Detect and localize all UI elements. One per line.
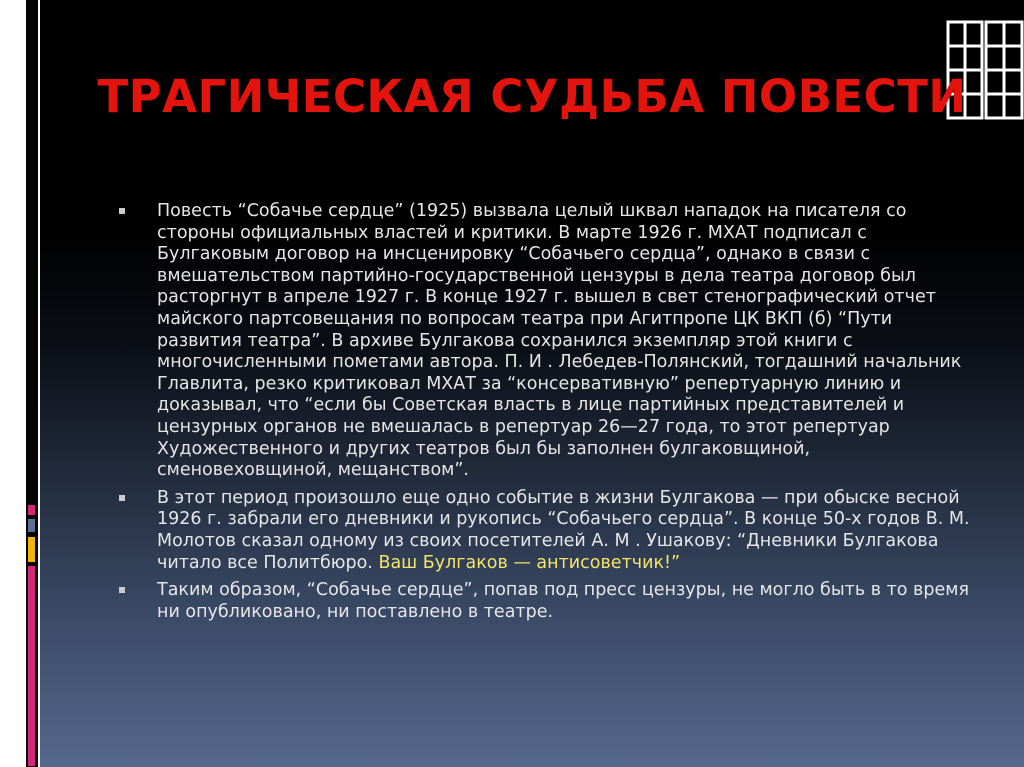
bullet-list <box>117 201 977 629</box>
accent-stripe-slate <box>28 519 35 532</box>
bullet-item <box>117 488 977 574</box>
square-bullet-icon <box>119 587 125 593</box>
highlighted-quote: Ваш Булгаков — антисоветчик!” <box>378 552 681 573</box>
bullet-text: В этот период произошло еще одно событие в жизни Булгакова — при обыске весной 1926 г. забрали его дневники и рукопись “Собачьего сердца”. В конце 50-х годов В. М. Молотов сказал одному из своих посетителей А. М . Ушакову: “Дневники Булгакова читало все Политбюро. <box>157 487 970 573</box>
slide-title: ТРАГИЧЕСКАЯ СУДЬБА ПОВЕСТИ <box>97 70 967 123</box>
bullet-text: Повесть “Собачье сердце” (1925) вызвала целый шквал нападок на писателя со стороны официальных властей и критики. В марте 1926 г. МХАТ подписал с Булгаковым договор на инсценировку “Собачьего сердца”, однако в связи с вмешательством партийно-государственной цензуры в дела театра договор был расторгнут в апреле 1927 г. В конце 1927 г. вышел в свет стенографический отчет майского партсовещания по вопросам театра при Агитпропе ЦК ВКП (б) “Пути развития театра”. В архиве Булгакова сохранился экземпляр этой книги с многочисленными пометами автора. П. И . Лебедев-Полянский, тогдашний начальник Главлита, резко критиковал МХАТ за “консервативную” репертуарную линию и доказывал, что “если бы Советская власть в лице партийных представителей и цензурных органов не вмешалась в репертуар 26—27 года, то этот репертуар Художественного и других театров был бы заполнен булгаковщиной, сменовеховщиной, мещанством”. <box>157 201 962 481</box>
accent-stripe-pink-long <box>28 566 35 766</box>
accent-stripe-yellow <box>28 537 35 562</box>
square-bullet-icon <box>119 208 125 214</box>
accent-stripe-pink <box>28 505 35 515</box>
bullet-item <box>117 580 977 623</box>
bullet-text: Таким образом, “Собачье сердце”, попав под пресс цензуры, не могло быть в то время ни опубликовано, ни поставлено в театре. <box>157 580 969 622</box>
bullet-item <box>117 201 977 482</box>
square-bullet-icon <box>119 495 125 501</box>
